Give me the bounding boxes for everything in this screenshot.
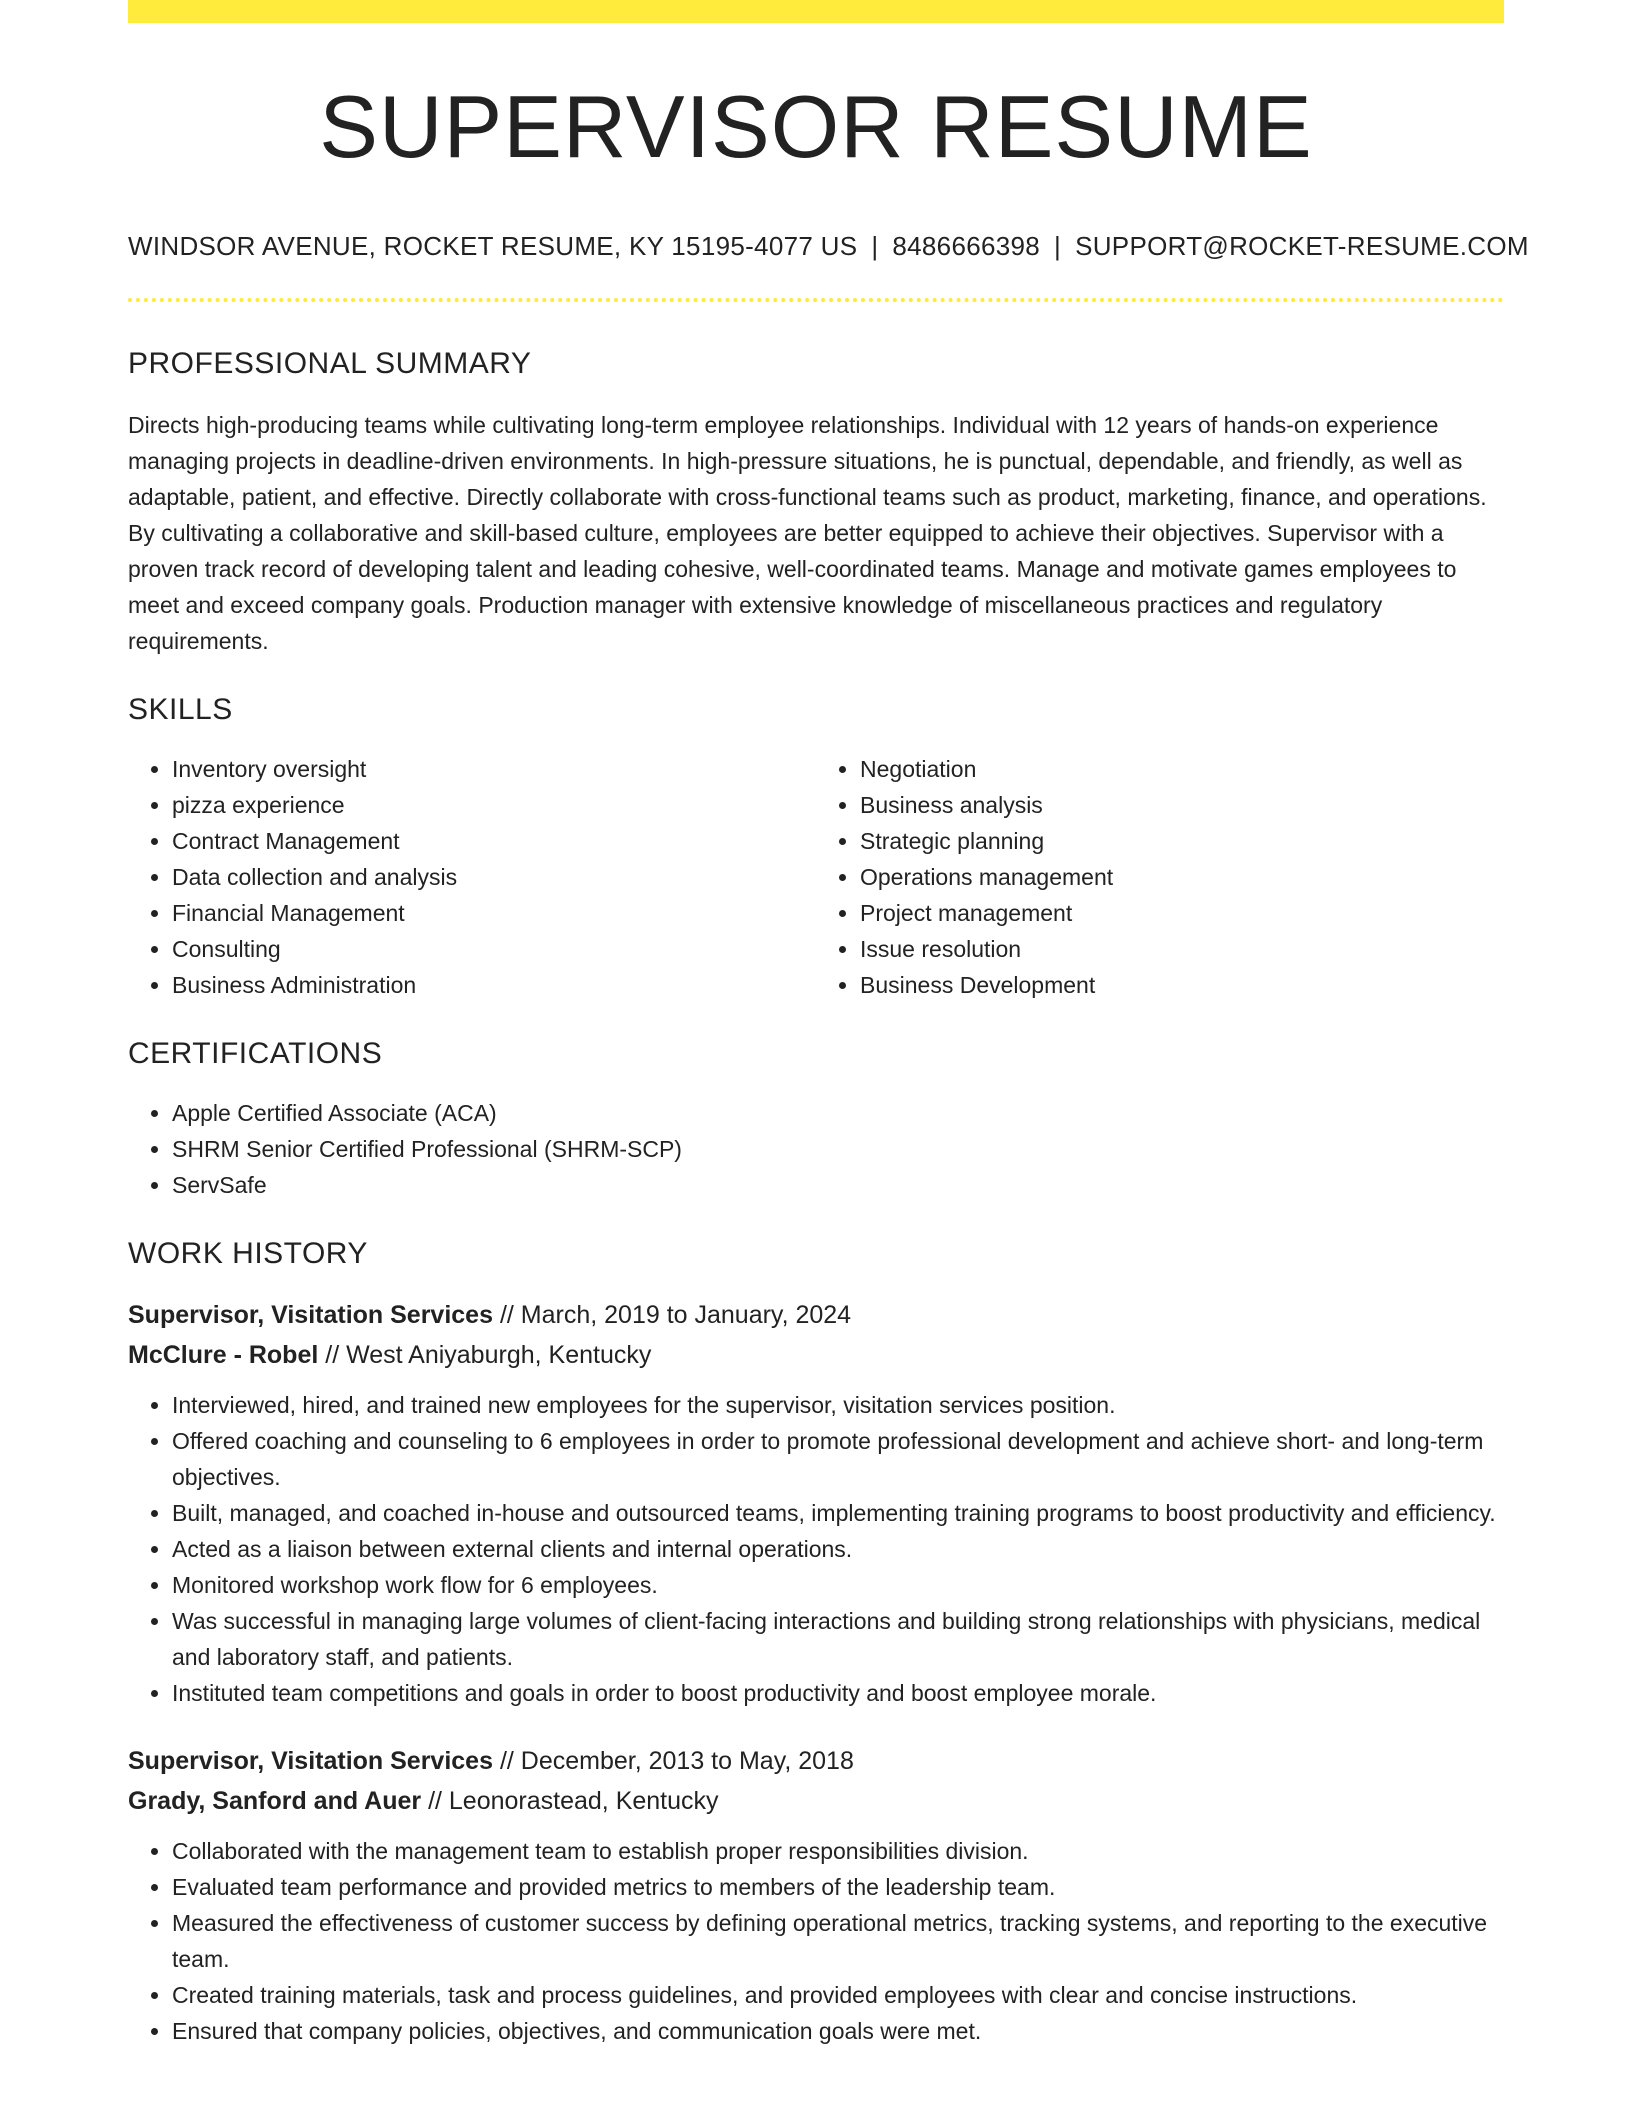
- contact-phone: 8486666398: [892, 231, 1041, 261]
- job-title-line: [128, 1295, 1504, 1335]
- list-item: • Instituted team competitions and goals in order to boost productivity and boost employee morale.: [172, 1675, 1504, 1711]
- contact-line: [128, 231, 1529, 261]
- company-name: Grady, Sanford and Auer: [128, 1787, 422, 1815]
- list-item: • Apple Certified Associate (ACA): [172, 1095, 1504, 1131]
- contact-separator: |: [871, 231, 879, 261]
- job-entry: [128, 1741, 1504, 2049]
- skills-heading: SKILLS: [128, 693, 233, 726]
- list-item: • Business Development: [860, 967, 1504, 1003]
- list-item: • Created training materials, task and process guidelines, and provided employees with clear and concise instructions.: [172, 1977, 1504, 2013]
- list-item: • Financial Management: [172, 895, 816, 931]
- list-item: • Was successful in managing large volumes of client-facing interactions and building strong relationships with physicians, medical and laboratory staff, and patients.: [172, 1603, 1504, 1675]
- list-item: • Measured the effectiveness of customer success by defining operational metrics, tracking systems, and reporting to the executive team.: [172, 1905, 1504, 1977]
- list-item: • SHRM Senior Certified Professional (SHRM-SCP): [172, 1131, 1504, 1167]
- list-item: • ServSafe: [172, 1167, 1504, 1203]
- list-item: • Offered coaching and counseling to 6 employees in order to promote professional development and achieve short- and long-term objectives.: [172, 1423, 1504, 1495]
- list-item: • Business Administration: [172, 967, 816, 1003]
- skills-right-list: [816, 751, 1504, 1003]
- list-item: • Negotiation: [860, 751, 1504, 787]
- contact-email: SUPPORT@ROCKET-RESUME.COM: [1075, 231, 1529, 261]
- company-name: McClure - Robel: [128, 1341, 319, 1369]
- resume-page: [128, 0, 1529, 2049]
- certifications-heading: CERTIFICATIONS: [128, 1037, 383, 1070]
- job-bullets: [128, 1387, 1504, 1711]
- list-item: • Project management: [860, 895, 1504, 931]
- top-accent-bar: [128, 0, 1504, 23]
- list-item: • Consulting: [172, 931, 816, 967]
- company-location: // Leonorastead, Kentucky: [428, 1787, 719, 1815]
- company-line: [128, 1781, 1504, 1821]
- job-title-line: [128, 1741, 1504, 1781]
- job-entry: [128, 1295, 1504, 1711]
- certifications-list: [128, 1095, 1504, 1203]
- list-item: • Ensured that company policies, objectives, and communication goals were met.: [172, 2013, 1504, 2049]
- summary-text: Directs high-producing teams while cultivating long-term employee relationships. Individual with 12 years of hands-on experience managing projects in deadline-driven environments. In high-pressure situations, he is punctual, dependable, and friendly, as well as adaptable, patient, and effective. Directly collaborate with cross-functional teams such as product, marketing, finance, and operations. By cultivating a collaborative and skill-based culture, employees are better equipped to achieve their objectives. Supervisor with a proven track record of developing talent and leading cohesive, well-coordinated teams. Manage and motivate games employees to meet and exceed company goals. Production manager with extensive knowledge of miscellaneous practices and regulatory requirements.: [128, 412, 1487, 654]
- list-item: • Issue resolution: [860, 931, 1504, 967]
- list-item: • Monitored workshop work flow for 6 employees.: [172, 1567, 1504, 1603]
- contact-address: WINDSOR AVENUE, ROCKET RESUME, KY 15195-4077 US: [128, 231, 858, 261]
- page-title: SUPERVISOR RESUME: [319, 77, 1313, 176]
- list-item: • Acted as a liaison between external clients and internal operations.: [172, 1531, 1504, 1567]
- list-item: • Strategic planning: [860, 823, 1504, 859]
- company-line: [128, 1335, 1504, 1375]
- list-item: • Contract Management: [172, 823, 816, 859]
- work-history-heading: WORK HISTORY: [128, 1237, 368, 1270]
- list-item: • Inventory oversight: [172, 751, 816, 787]
- skills-left-list: [128, 751, 816, 1003]
- contact-separator: |: [1054, 231, 1062, 261]
- list-item: • Data collection and analysis: [172, 859, 816, 895]
- list-item: • Operations management: [860, 859, 1504, 895]
- job-dates: // December, 2013 to May, 2018: [499, 1747, 854, 1775]
- list-item: • Evaluated team performance and provided metrics to members of the leadership team.: [172, 1869, 1504, 1905]
- list-item: • Interviewed, hired, and trained new employees for the supervisor, visitation services position.: [172, 1387, 1504, 1423]
- job-dates: // March, 2019 to January, 2024: [499, 1301, 852, 1329]
- job-title: Supervisor, Visitation Services: [128, 1747, 493, 1775]
- summary-heading: PROFESSIONAL SUMMARY: [128, 347, 532, 380]
- job-title: Supervisor, Visitation Services: [128, 1301, 493, 1329]
- dotted-divider: [128, 298, 1504, 302]
- list-item: • Business analysis: [860, 787, 1504, 823]
- skills-columns: [128, 751, 1504, 1003]
- list-item: • Collaborated with the management team to establish proper responsibilities division.: [172, 1833, 1504, 1869]
- list-item: • Built, managed, and coached in-house and outsourced teams, implementing training programs to boost productivity and efficiency.: [172, 1495, 1504, 1531]
- company-location: // West Aniyaburgh, Kentucky: [325, 1341, 652, 1369]
- list-item: • pizza experience: [172, 787, 816, 823]
- job-bullets: [128, 1833, 1504, 2049]
